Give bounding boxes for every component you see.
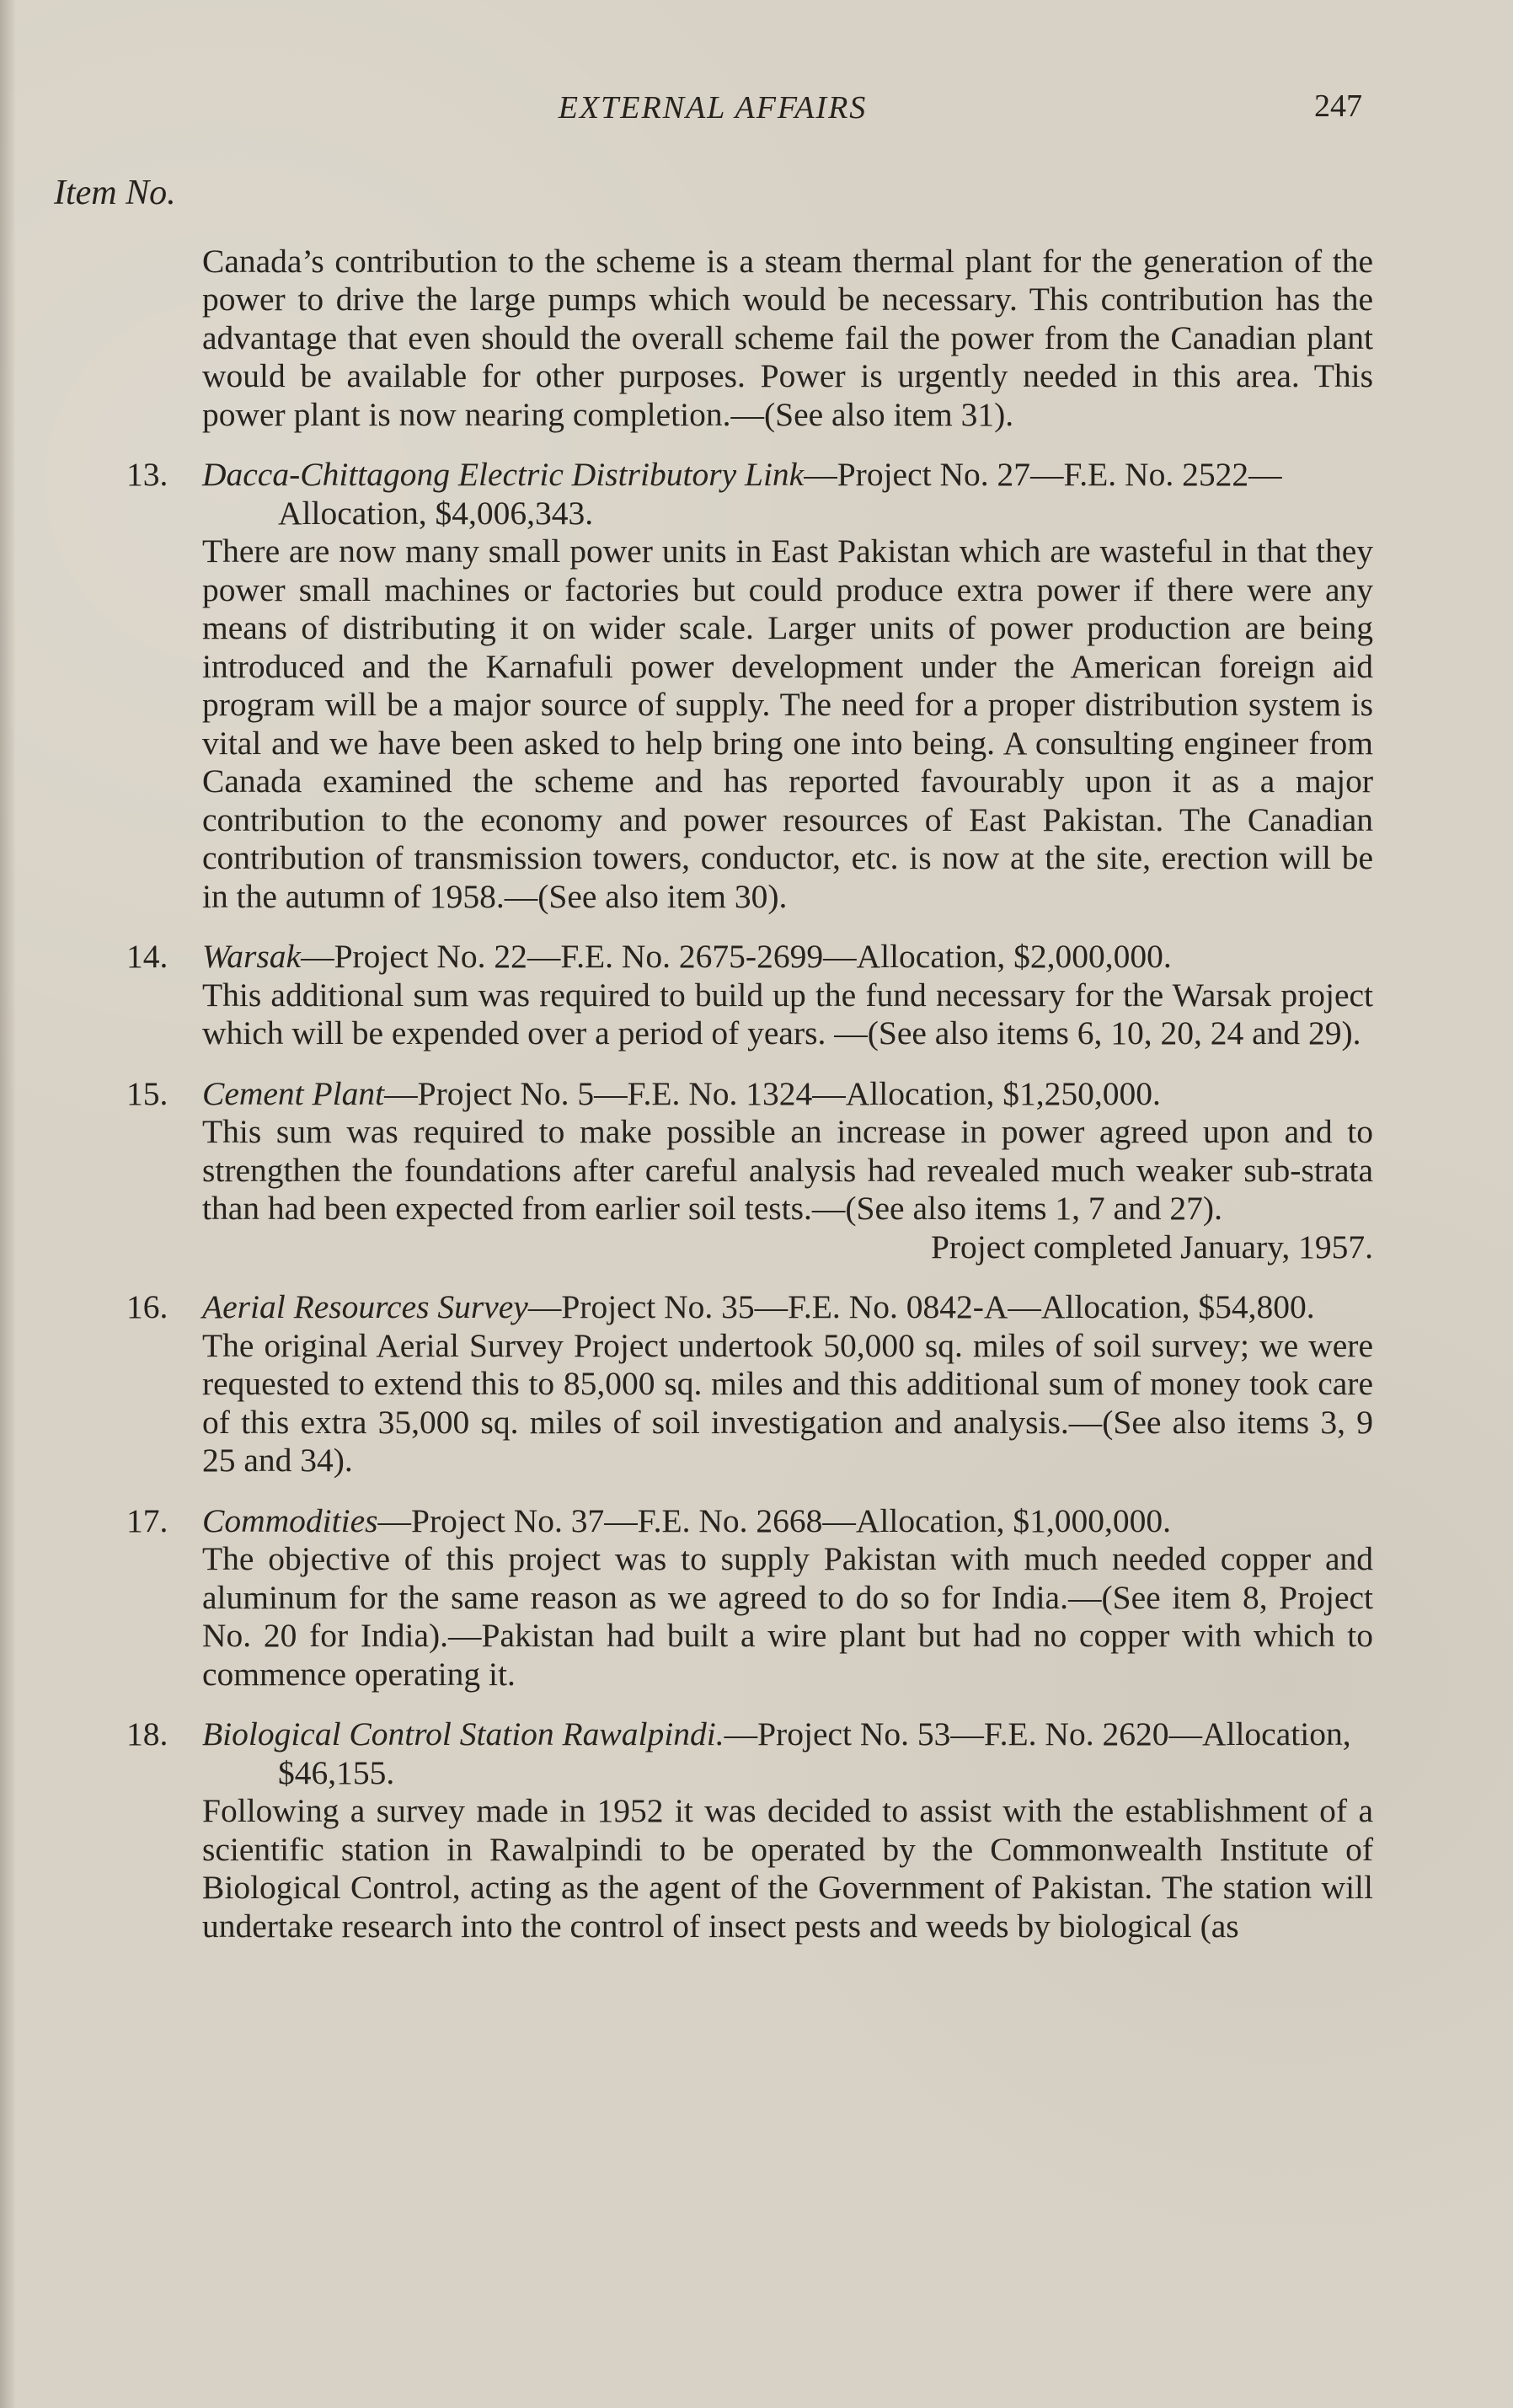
completion-note: Project completed January, 1957.	[930, 1228, 1373, 1266]
item-title: Dacca-Chittagong Electric Distributory Link	[202, 456, 805, 493]
item-heading	[202, 1715, 1373, 1792]
item-number-label: Item No.	[54, 174, 176, 212]
item-body: This additional sum was required to build up the fund necessary for the Warsak project which will be expended over a period of years. —(See also items 6, 10, 20, 24 and 29).	[202, 976, 1373, 1051]
item-heading-details: —Project No. 35—F.E. No. 0842-A—Allocation, $54,800.	[527, 1288, 1315, 1325]
running-header-title: EXTERNAL AFFAIRS	[558, 90, 868, 126]
item-heading	[202, 456, 1373, 532]
item-number: 18.	[126, 1715, 168, 1752]
item-heading-details: —Project No. 27—F.E. No. 2522—Allocation, $4,006,343.	[278, 456, 1282, 532]
item-18	[126, 1715, 1373, 1945]
item-heading-details: —Project No. 22—F.E. No. 2675-2699—Allocation, $2,000,000.	[301, 938, 1172, 975]
item-title: Commodities	[202, 1501, 378, 1539]
item-heading	[202, 938, 1373, 977]
item-number: 15.	[126, 1074, 168, 1112]
item-body: Following a survey made in 1952 it was decided to assist with the establishment of a scientific station in Rawalpindi to be operated by the Commonwealth Institute of Biological Control, acting as the agent of the Government of Pakistan. The station will undertake research into the control of insect pests and weeds by biological (as	[202, 1792, 1373, 1945]
page-edge-shadow	[0, 0, 15, 2408]
item-title: Cement Plant	[202, 1074, 385, 1112]
item-15	[126, 1075, 1373, 1267]
item-number: 14.	[126, 938, 168, 975]
item-heading-details: —Project No. 5—F.E. No. 1324—Allocation, $1,250,000.	[384, 1074, 1161, 1112]
item-13	[126, 456, 1373, 916]
item-16	[126, 1288, 1373, 1480]
main-text-column	[126, 209, 1373, 1967]
item-body: There are now many small power units in East Pakistan which are wasteful in that they power small machines or factories but could produce extra power if there were any means of distributing it on wider scale. Larger units of power production are being introduced and the Karnafuli power development under the American foreign aid program will be a major source of supply. The need for a proper distribution system is vital and we have been asked to help bring one into being. A consulting engineer from Canada examined the scheme and has reported favourably upon it as a major contribution to the economy and power resources of East Pakistan. The Canadian contribution of transmission towers, conductor, etc. is now at the site, erection will be in the autumn of 1958.—(See also item 30).	[202, 532, 1373, 915]
item-heading	[202, 1288, 1373, 1327]
continued-paragraph: Canada’s contribution to the scheme is a steam thermal plant for the generation of the power to drive the large pumps which would be necessary. This contribution has the advantage that even should the overall scheme fail the power from the Canadian plant would be available for other purposes. Power is urgently needed in this area. This power plant is now nearing completion.—(See also item 31).	[202, 242, 1373, 433]
item-heading-details: —Project No. 37—F.E. No. 2668—Allocation, $1,000,000.	[377, 1501, 1171, 1539]
item-heading	[202, 1502, 1373, 1541]
item-title: Biological Control Station Rawalpindi.	[202, 1715, 724, 1752]
item-title: Aerial Resources Survey	[202, 1288, 528, 1325]
page-number: 247	[1314, 88, 1362, 124]
item-number: 17.	[126, 1501, 168, 1539]
item-body: The original Aerial Survey Project undertook 50,000 sq. miles of soil survey; we were requested to extend this to 85,000 sq. miles and this additional sum of money took care of this extra 35,000 sq. miles of soil investigation and analysis.—(See also items 3, 9 25 and 34).	[202, 1326, 1373, 1479]
item-number: 16.	[126, 1288, 168, 1325]
item-heading-details: —Project No. 53—F.E. No. 2620—Allocation, $46,155.	[278, 1715, 1351, 1791]
item-17	[126, 1502, 1373, 1694]
item-number: 13.	[126, 456, 168, 493]
item-body: This sum was required to make possible an increase in power agreed upon and to strengthen the foundations after careful analysis had revealed much weaker sub-strata than had been expected from earlier soil tests.—(See also items 1, 7 and 27).	[202, 1113, 1373, 1227]
item-heading	[202, 1075, 1373, 1114]
item-14	[126, 938, 1373, 1053]
item-title: Warsak	[202, 938, 302, 975]
item-body: The objective of this project was to supply Pakistan with much needed copper and aluminum for the same reason as we agreed to do so for India.—(See item 8, Project No. 20 for India).—Pakistan had built a wire plant but had no copper with which to commence operating it.	[202, 1540, 1373, 1693]
